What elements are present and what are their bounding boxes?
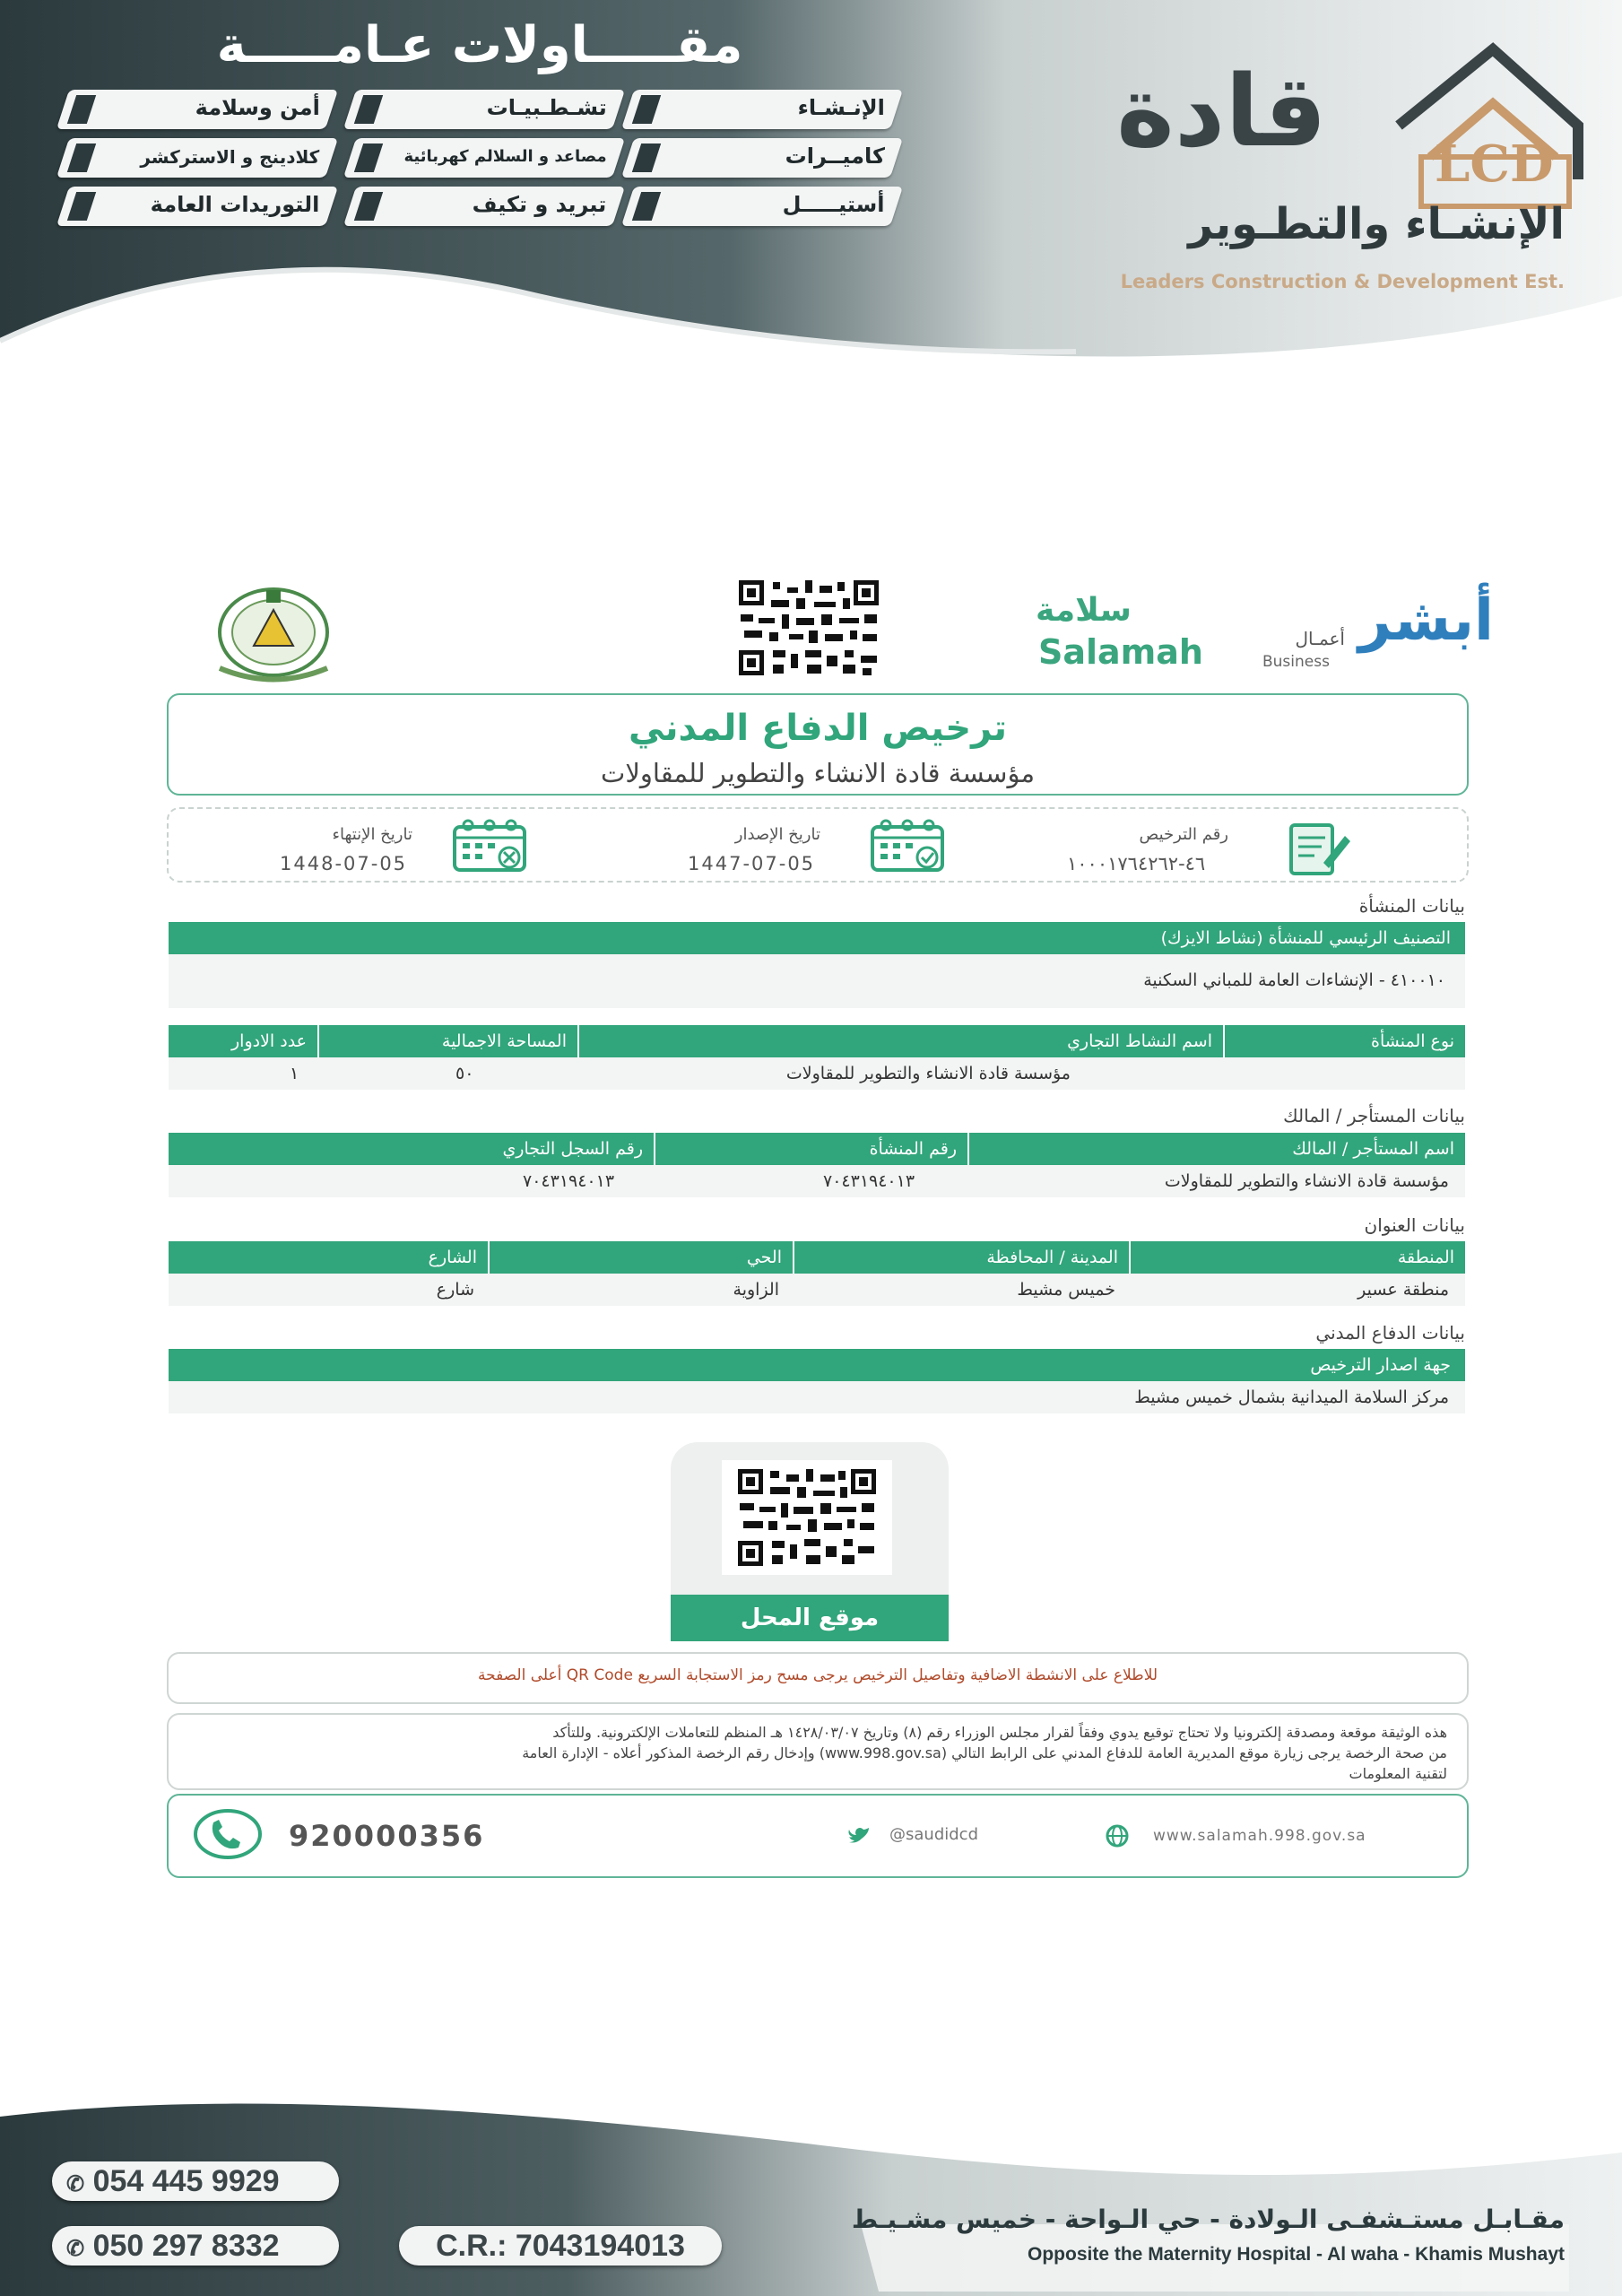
header-title: مقـــــاولات عـامـــــة <box>216 16 743 74</box>
notice-text: للاطلاع على الانشطة الاضافية وتفاصيل الترخيص يرجى مسح رمز الاستجابة السريع QR Code أعلى الصفحة <box>477 1666 1158 1684</box>
title-box <box>167 693 1469 796</box>
phone-icon: ✆ <box>66 2172 85 2196</box>
civil-issuer-value: مركز السلامة الميدانية بشمال خميس مشيط <box>1134 1387 1449 1407</box>
notice-box <box>167 1652 1469 1704</box>
expiry-date-value: 1448-07-05 <box>280 853 408 874</box>
company-name: مؤسسة قادة الانشاء والتطوير للمقاولات <box>601 758 1035 788</box>
footer-phone-1[interactable]: ✆ 054 445 9929 <box>52 2161 339 2201</box>
civil-table-header: جهة اصدار الترخيص <box>169 1349 1465 1381</box>
calendar-check-icon <box>868 818 949 874</box>
footer-phone-2[interactable]: ✆ 050 297 8332 <box>52 2226 339 2266</box>
license-number-label: رقم الترخيص <box>1139 825 1228 844</box>
service-tag: كاميــرات <box>621 138 903 178</box>
service-tag: مصاعد و السلالم كهربائية <box>343 138 625 178</box>
facility-class-header: التصنيف الرئيسي للمنشأة (نشاط الايزك) <box>169 922 1465 954</box>
service-tag: تشـطـبيـات <box>343 90 625 129</box>
company-logo-lcd: LCD <box>1435 135 1554 194</box>
service-tag: تبريد و تكيف <box>343 187 625 226</box>
contact-twitter[interactable]: @saudidcd <box>889 1825 978 1844</box>
contact-phone[interactable]: 920000356 <box>289 1819 485 1853</box>
company-logo-arabic: قادة <box>1116 54 1327 169</box>
document-sign-icon <box>1282 818 1354 877</box>
salamah-logo-ar: سلامة <box>1036 592 1132 629</box>
license-title: ترخيص الدفاع المدني <box>629 708 1007 749</box>
license-number-value: ٤٦-١٠٠٠١٧٦٤٢٦٢ <box>1067 853 1206 874</box>
owner-table-row: مؤسسة قادة الانشاء والتطوير للمقاولات ٧٠٤٣١٩٤٠١٣ ٧٠٤٣١٩٤٠١٣ <box>169 1165 1465 1197</box>
company-logo-tagline: الإنشـاء والتطـوير <box>1188 199 1565 249</box>
service-tag: أستيـــــل <box>621 187 903 226</box>
expiry-date-label: تاريخ الإنتهاء <box>332 825 412 844</box>
salamah-logo-en: Salamah <box>1038 632 1203 672</box>
issue-date-label: تاريخ الإصدار <box>734 825 820 844</box>
civil-section-title: بيانات الدفاع المدني <box>1315 1322 1465 1344</box>
absher-logo: أبشر <box>1358 587 1494 654</box>
address-table-row: منطقة عسير خميس مشيط الزاوية شارع <box>169 1274 1465 1306</box>
contact-bar <box>167 1794 1469 1878</box>
business-label-en: Business <box>1262 653 1330 671</box>
footer-address-en: Opposite the Maternity Hospital - Al waha - Khamis Mushayt <box>1028 2244 1565 2265</box>
phone-icon <box>192 1806 264 1862</box>
location-label[interactable]: موقع المحل <box>671 1595 949 1641</box>
globe-icon <box>1106 1824 1129 1848</box>
facility-class-row <box>169 954 1465 1008</box>
service-tag: الإنـشـاء <box>621 90 903 129</box>
contact-website[interactable]: www.salamah.998.gov.sa <box>1153 1827 1366 1845</box>
issue-date-value: 1447-07-05 <box>688 853 816 874</box>
whatsapp-icon: ✆ <box>66 2237 85 2261</box>
owner-section-title: بيانات المستأجر / المالك <box>1283 1105 1465 1126</box>
disclaimer-text: هذه الوثيقة موقعة ومصدقة إلكترونيا ولا تحتاج توقيع يدوي وفقاً لقرار مجلس الوزراء رقم (٨) وتاريخ ١٤٢٨/٠٣/٠٧ هـ المنظم للتعاملات الإلكترونية. وللتأكد من صحة الرخصة يرجى زيارة موقع المديرية العامة للدفاع المدني على الرابط التالي (www.998.gov.sa) وإدخال رقم الرخصة المذكور أعلاه - الإدارة العامة لتقنية المعلومات <box>522 1724 1447 1782</box>
civil-defense-emblem <box>193 583 354 686</box>
service-tag: كلادينج و الاستركشر <box>56 138 338 178</box>
disclaimer-box <box>167 1713 1469 1790</box>
address-table-header: المنطقة المدينة / المحافظة الحي الشارع <box>169 1241 1465 1274</box>
facility-table-header: نوع المنشأة اسم النشاط التجاري المساحة الاجمالية عدد الادوار <box>169 1025 1465 1057</box>
qr-code-top <box>737 578 880 677</box>
footer-cr-number: C.R.: 7043194013 <box>399 2226 722 2266</box>
facility-class-value: ٤١٠٠١٠ - الإنشاءات العامة للمباني السكنية <box>1143 970 1445 990</box>
facility-section-title: بيانات المنشأة <box>1358 895 1465 917</box>
calendar-expiry-icon <box>450 818 531 874</box>
facility-table-row: مؤسسة قادة الانشاء والتطوير للمقاولات ٥٠ ١ <box>169 1057 1465 1090</box>
company-logo-english: Leaders Construction & Development Est. <box>1120 271 1565 292</box>
address-section-title: بيانات العنوان <box>1364 1214 1465 1236</box>
service-tag: أمن وسلامة <box>56 90 338 129</box>
service-tag: التوريدات العامة <box>56 187 338 226</box>
location-qr-code[interactable] <box>722 1460 892 1575</box>
footer-address-ar: مقـابـل مستـشفـى الـولادة - حي الـواحة - خميس مشـيـط <box>851 2205 1565 2234</box>
business-label-ar: أعمـال <box>1295 628 1345 649</box>
twitter-icon <box>847 1826 872 1846</box>
owner-table-header: اسم المستأجر / المالك رقم المنشأة رقم السجل التجاري <box>169 1133 1465 1165</box>
civil-table-row <box>169 1381 1465 1413</box>
